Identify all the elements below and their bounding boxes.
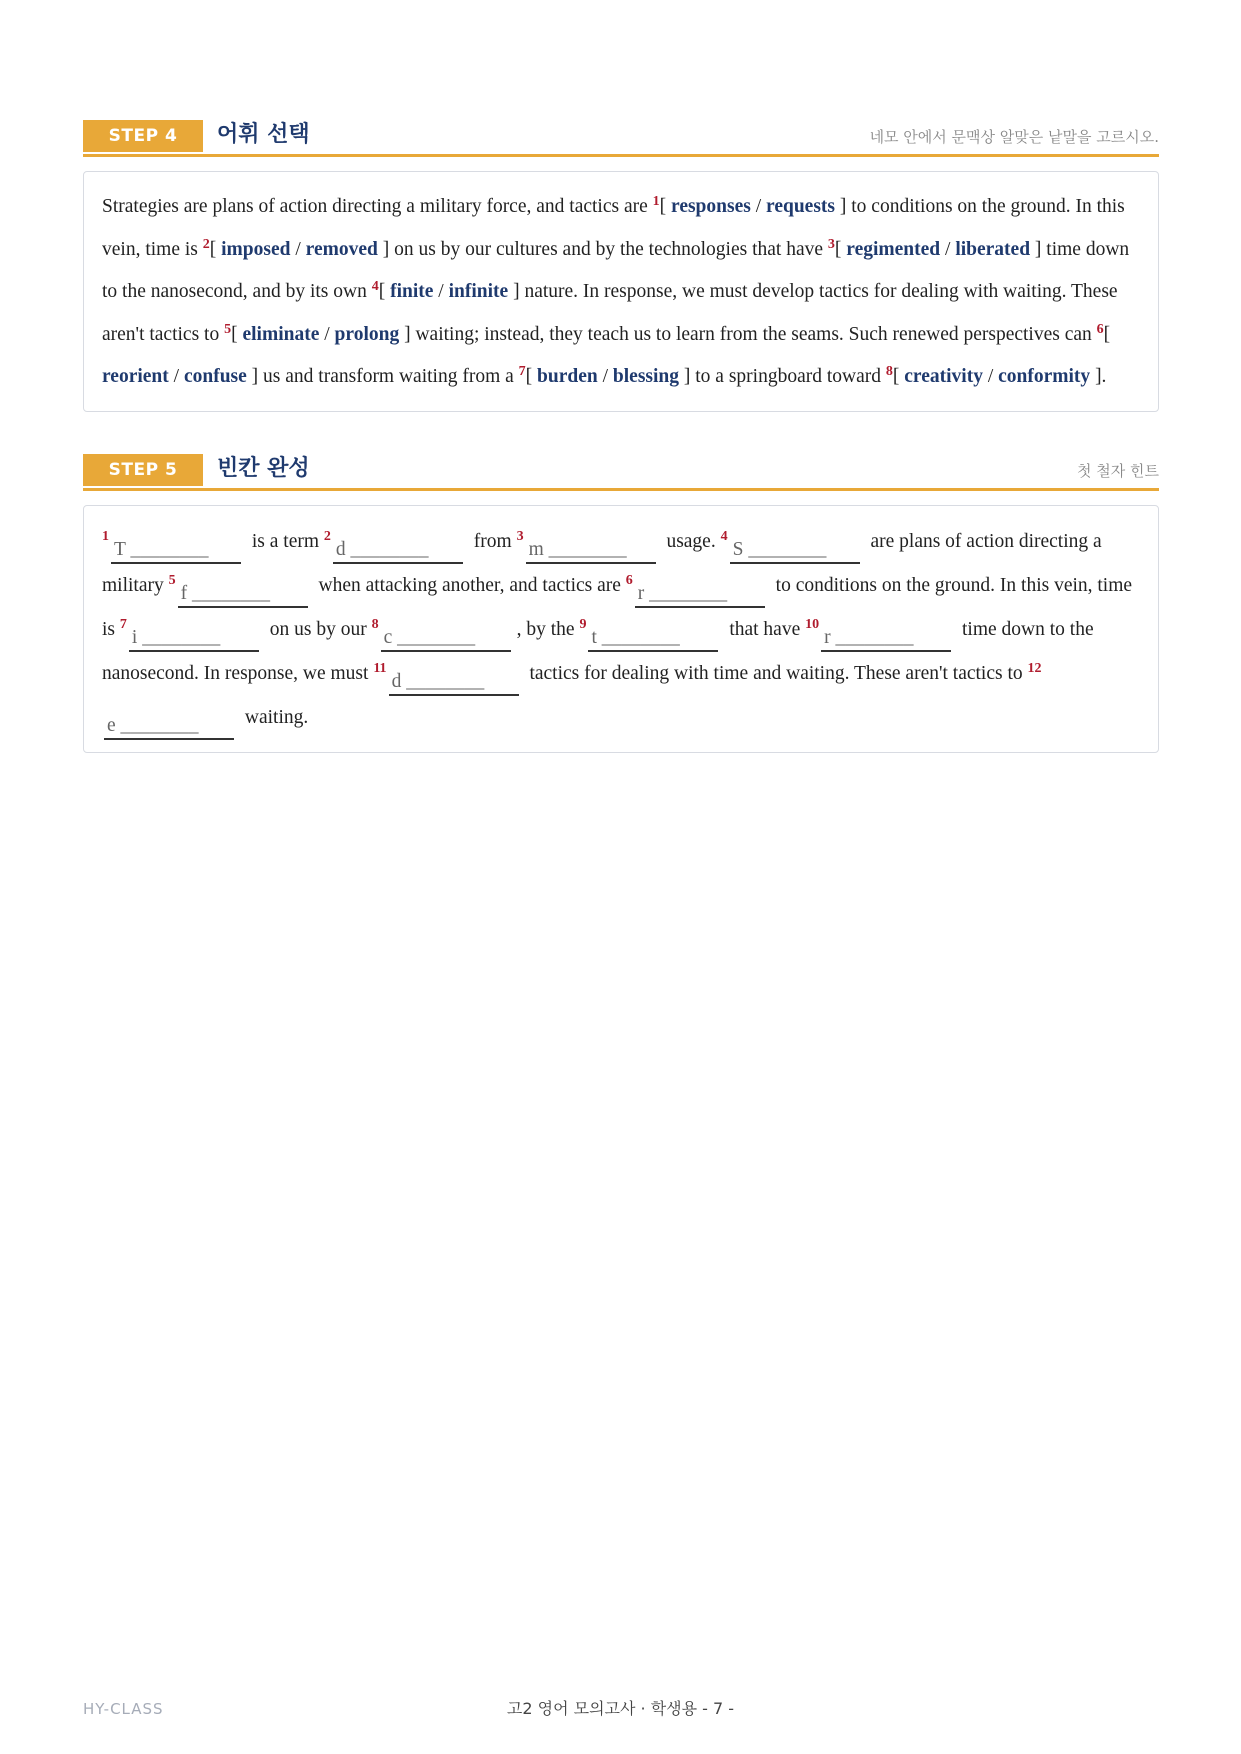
choice-option[interactable]: liberated	[955, 238, 1031, 260]
choice-option[interactable]: requests	[766, 196, 835, 217]
passage-text: time down to the nanosecond, and by its own	[102, 238, 1130, 302]
first-letter-hint: f	[180, 583, 188, 604]
blank-number: 10	[805, 617, 820, 632]
first-letter-hint: i	[131, 627, 138, 648]
choice-option[interactable]: burden	[537, 366, 598, 387]
blank-line: ________	[835, 627, 914, 648]
first-letter-hint: S	[732, 539, 744, 560]
passage-text: nature. In response, we must develop tactics for dealing with waiting. These aren't tactics to	[102, 281, 1118, 345]
fill-blank[interactable]	[129, 626, 259, 652]
choice-option[interactable]: prolong	[334, 323, 400, 345]
blank-number: 9	[579, 617, 587, 632]
fill-blank[interactable]	[730, 538, 860, 564]
question-number: 3	[827, 236, 835, 252]
passage-text: to conditions on the ground. In this vein, time is	[102, 196, 1125, 260]
blank-line: ________	[406, 671, 485, 692]
choice-option[interactable]: confuse	[183, 366, 247, 387]
passage-text: on us by our cultures and by the technologies that have	[389, 238, 828, 260]
passage-text: from	[468, 531, 517, 552]
blank-number: 5	[168, 573, 176, 588]
passage-text: is a term	[247, 531, 324, 552]
passage-text: to conditions on the ground. In this vein, time is	[102, 575, 1133, 640]
passage-text: on us by our	[264, 619, 372, 640]
step5-section	[83, 448, 1159, 753]
fill-blank[interactable]	[389, 670, 519, 696]
step5-instruction: 첫 철자 힌트	[1077, 462, 1159, 480]
step5-header	[83, 448, 1159, 491]
choice-option[interactable]: reorient	[102, 366, 169, 387]
question-number: 5	[224, 321, 232, 337]
passage-text: when attacking another, and tactics are	[313, 575, 626, 596]
passage-text: time down to the nanosecond. In response, we must	[102, 619, 1094, 684]
question-number: 1	[652, 194, 660, 209]
blank-line: ________	[601, 627, 680, 648]
first-letter-hint: e	[107, 715, 116, 736]
choice-option[interactable]: eliminate	[242, 323, 320, 345]
passage-text: that have	[724, 619, 806, 640]
passage-text: , by the	[516, 619, 580, 640]
blank-line: ________	[649, 583, 728, 604]
footer-brand: HY-CLASS	[83, 1700, 164, 1718]
fill-blank[interactable]	[526, 538, 656, 564]
first-letter-hint: c	[383, 627, 393, 648]
footer-page-info: 고2 영어 모의고사 · 학생용 - 7 -	[506, 1699, 735, 1718]
blank-number: 1	[102, 529, 109, 544]
step5-badge: STEP 5	[83, 454, 203, 486]
question-number: 8	[885, 364, 893, 379]
first-letter-hint: d	[391, 671, 402, 692]
blank-number: 3	[516, 529, 524, 544]
blank-number: 2	[323, 529, 331, 544]
step5-passage	[83, 505, 1159, 753]
first-letter-hint: t	[591, 627, 597, 648]
fill-blank[interactable]	[104, 714, 234, 740]
blank-number: 4	[720, 529, 728, 544]
step4-section	[83, 114, 1159, 412]
step5-title: 빈칸 완성	[217, 456, 310, 481]
blank-line: ________	[548, 539, 627, 560]
fill-blank[interactable]	[381, 626, 511, 652]
blank-number: 11	[373, 661, 387, 676]
passage-text: tactics for dealing with time and waiting. These aren't tactics to	[524, 663, 1028, 684]
blank-number: 8	[371, 617, 379, 632]
question-number: 7	[518, 364, 526, 379]
step4-title: 어휘 선택	[217, 122, 310, 147]
choice-option[interactable]: regimented	[846, 238, 941, 260]
first-letter-hint: T	[114, 539, 126, 560]
fill-blank[interactable]	[178, 582, 308, 608]
passage-text: to a springboard toward	[690, 366, 886, 387]
blank-line: ________	[130, 539, 209, 560]
first-letter-hint: m	[528, 539, 544, 560]
passage-text: ].	[1090, 366, 1107, 387]
question-number: 4	[371, 279, 379, 294]
choice-option[interactable]: blessing	[612, 366, 680, 387]
blank-line: ________	[192, 583, 270, 604]
question-number: 6	[1096, 321, 1104, 337]
fill-blank[interactable]	[111, 538, 241, 564]
choice-option[interactable]: imposed	[221, 238, 291, 260]
passage-text: waiting.	[240, 707, 309, 728]
passage-text: are plans of action directing a military	[102, 531, 1102, 596]
blank-line: ________	[397, 627, 476, 648]
blank-line: ________	[748, 539, 827, 560]
step4-badge: STEP 4	[83, 120, 203, 152]
passage-text: us and transform waiting from a	[258, 366, 519, 387]
choice-option[interactable]: finite	[390, 281, 434, 302]
passage-text: usage.	[661, 531, 721, 552]
fill-blank[interactable]	[635, 582, 765, 608]
choice-option[interactable]: creativity	[904, 366, 983, 387]
step4-instruction: 네모 안에서 문맥상 알맞은 낱말을 고르시오.	[869, 128, 1159, 146]
choice-option[interactable]: responses	[671, 196, 751, 217]
choice-option[interactable]: removed	[305, 238, 378, 260]
question-number: 2	[202, 236, 210, 252]
passage-text: waiting; instead, they teach us to learn from the seams. Such renewed perspectives can	[410, 323, 1097, 345]
blank-line: ________	[120, 715, 199, 736]
blank-number: 7	[119, 617, 127, 632]
first-letter-hint: r	[637, 583, 645, 604]
blank-number: 6	[625, 573, 633, 588]
first-letter-hint: r	[824, 627, 831, 648]
choice-option[interactable]: conformity	[998, 366, 1091, 387]
choice-option[interactable]: infinite	[448, 281, 509, 302]
step4-header	[83, 114, 1159, 157]
step4-passage: Strategies are plans of action directing a military force, and tactics are $^1$[ responses / requests ] to conditions on the ground. In this vein, time is $^2$[ imposed / removed ] on us by our cultures and by the technologies that have $^3$[ regimented / liberated ] time down to the nanosecond, and by its own $^4$[ finite / infinite ] nature. In response, we must develop tactics for dealing with waiting. These aren't tactics to $^5$[ eliminate / prolong ] waiting; instead, they teach us to learn from the seams. Such renewed perspectives can $^6$[ reorient / confuse ] us and transform waiting from a $^7$[ burden / blessing ] to a springboard toward $^8$[ creativity / conformity ].	[83, 171, 1159, 412]
fill-blank[interactable]	[588, 626, 718, 652]
blank-number: 12	[1027, 661, 1042, 676]
fill-blank[interactable]	[333, 538, 463, 564]
blank-line: ________	[350, 539, 429, 560]
passage-text: Strategies are plans of action directing a military force, and tactics are	[102, 196, 653, 217]
fill-blank[interactable]	[821, 626, 951, 652]
first-letter-hint: d	[335, 539, 346, 560]
blank-line: ________	[142, 627, 221, 648]
